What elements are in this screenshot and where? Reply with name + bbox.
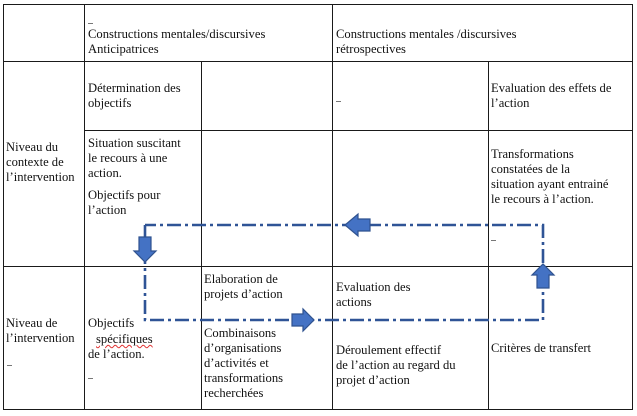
- cell-elaboration-projets: Elaboration de projets d’action: [204, 272, 283, 301]
- arrow-down-icon: [134, 237, 156, 262]
- cell-evaluation-actions: Evaluation des actions: [336, 280, 411, 309]
- cell-objectifs-pour: Objectifs pour l’action: [88, 188, 161, 217]
- cell-deroulement-effectif: Déroulement effectif de l’action au regard du projet d’action: [336, 343, 456, 387]
- row-label-intervention-1: Niveau de: [6, 316, 58, 330]
- cell-situation-suscitant: Situation suscitant le recours à une action.: [88, 136, 181, 180]
- arrow-right-icon: [292, 309, 314, 331]
- cell-objectifs-specifiques-3: de l’action.: [88, 347, 145, 361]
- arrow-up-icon: [532, 264, 554, 288]
- header-retrospectives: Constructions mentales /discursives rétrospectives: [336, 27, 517, 56]
- row-label-contexte: Niveau du contexte de l’intervention: [6, 140, 75, 184]
- row-label-intervention-2: l’intervention: [6, 331, 75, 345]
- cell-transformations-constatees: Transformations constatées de la situation ayant entrainé le recours à l’action.: [491, 147, 609, 206]
- cell-determination-objectifs: Détermination des objectifs: [88, 81, 181, 110]
- flow-loop-line: [145, 225, 543, 320]
- cell-criteres-transfert: Critères de transfert: [491, 341, 592, 355]
- cell-objectifs-specifiques-2: spécifiques: [96, 332, 153, 346]
- cell-objectifs-specifiques-1: Objectifs: [88, 316, 135, 330]
- arrow-left-icon: [345, 214, 370, 236]
- cell-evaluation-effets: Evaluation des effets de l’action: [491, 81, 612, 110]
- cell-combinaisons: Combinaisons d’organisations d’activités et transformations recherchées: [204, 326, 284, 400]
- header-anticipatrices: Constructions mentales/discursives Anticipatrices: [88, 27, 266, 56]
